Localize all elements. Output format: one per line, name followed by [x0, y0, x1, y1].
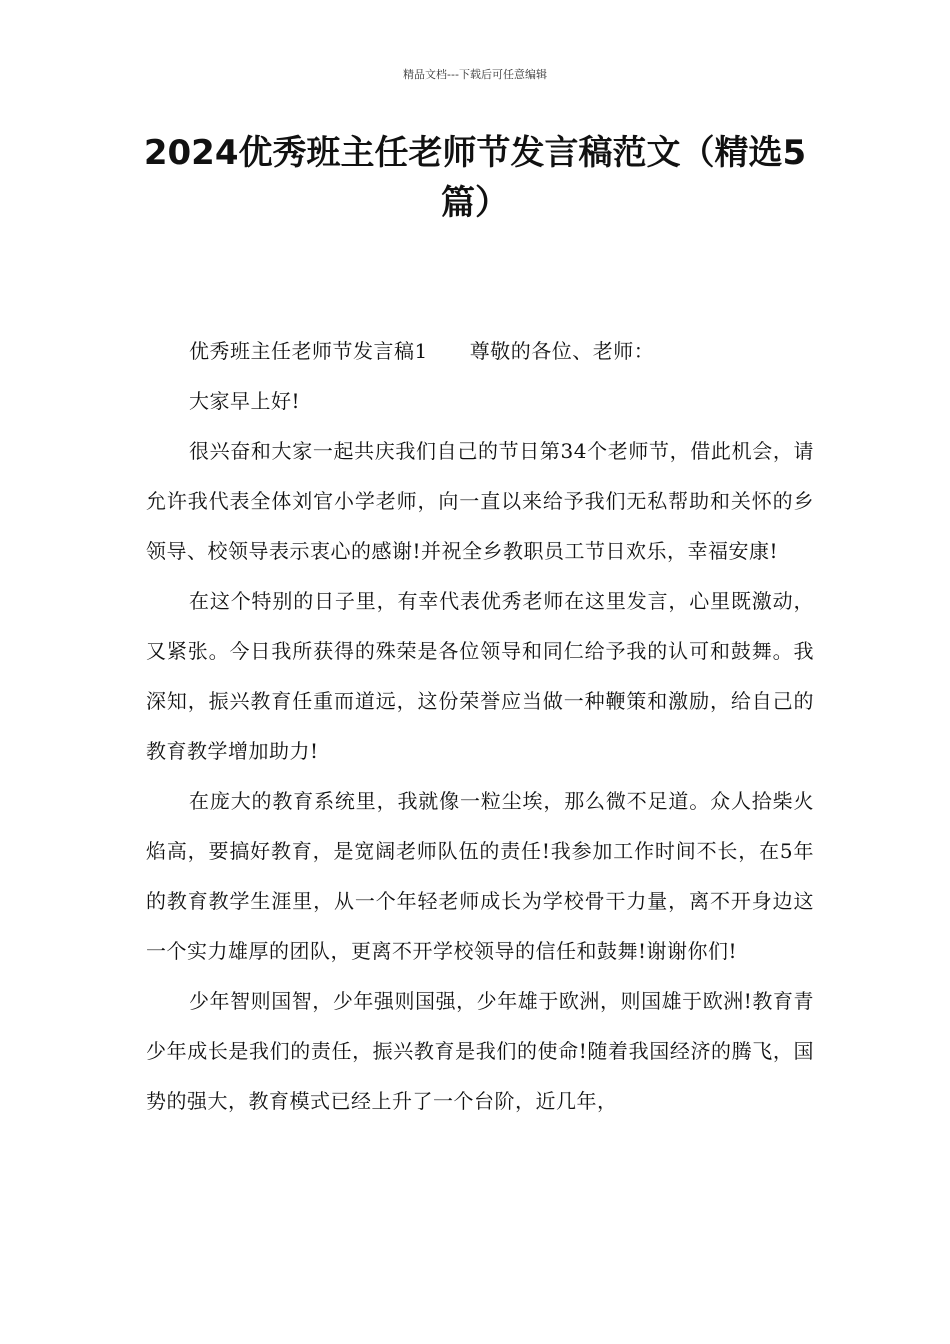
- paragraph-1: 很兴奋和大家一起共庆我们自己的节日第34个老师节，借此机会，请允许我代表全体刘官小学老师，向一直以来给予我们无私帮助和关怀的乡领导、校领导表示衷心的感谢!并祝全乡教职员工节日欢乐，幸福安康!: [146, 439, 814, 563]
- intro-paragraph: [146, 326, 814, 376]
- document-body: [146, 326, 814, 1126]
- document-title: 2024优秀班主任老师节发言稿范文（精选5篇）: [143, 133, 807, 223]
- paragraph-4: 少年智则国智，少年强则国强，少年雄于欧洲，则国雄于欧洲!教育青少年成长是我们的责任，振兴教育是我们的使命!随着我国经济的腾飞，国势的强大，教育模式已经上升了一个台阶，近几年，: [146, 989, 814, 1113]
- paragraph-3: 在庞大的教育系统里，我就像一粒尘埃，那么微不足道。众人拾柴火焰高，要搞好教育，是宽阔老师队伍的责任!我参加工作时间不长，在5年的教育教学生涯里，从一个年轻老师成长为学校骨干力量，离不开身边这一个实力雄厚的团队，更离不开学校领导的信任和鼓舞!谢谢你们!: [146, 789, 814, 963]
- header-note: 精品文档---下载后可任意编辑: [403, 68, 547, 81]
- section-heading: 优秀班主任老师节发言稿1: [189, 339, 428, 363]
- salutation: 尊敬的各位、老师：: [469, 339, 655, 363]
- paragraph-2: 在这个特别的日子里，有幸代表优秀老师在这里发言，心里既激动，又紧张。今日我所获得的殊荣是各位领导和同仁给予我的认可和鼓舞。我深知，振兴教育任重而道远，这份荣誉应当做一种鞭策和激励，给自己的教育教学增加助力!: [146, 589, 814, 763]
- paragraph-greeting: 大家早上好!: [189, 389, 301, 413]
